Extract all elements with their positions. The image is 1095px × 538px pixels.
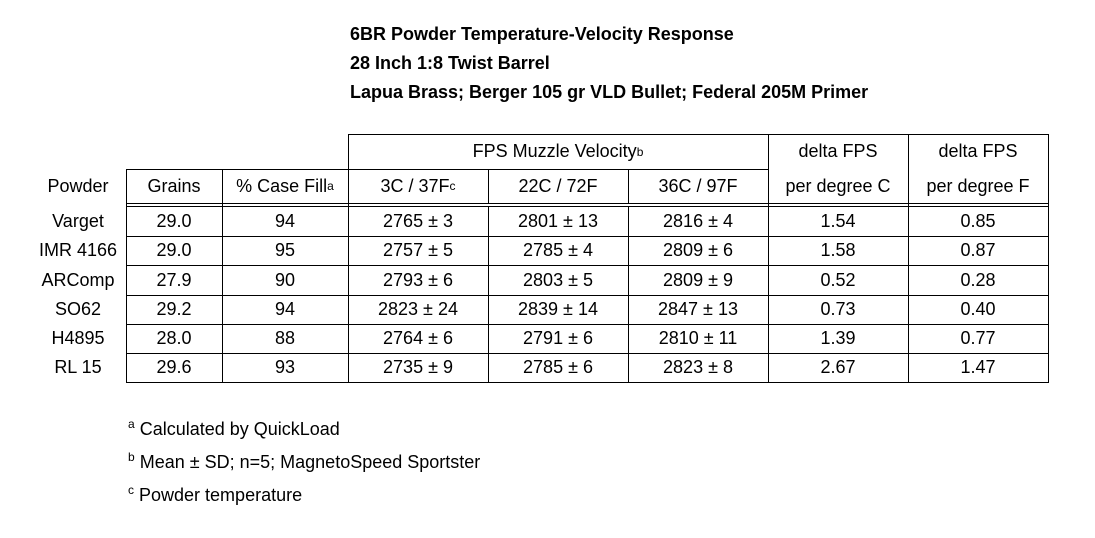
row-label: SO62 bbox=[54, 299, 102, 319]
grid-line bbox=[348, 169, 768, 170]
table-cell: 0.77 bbox=[960, 328, 996, 348]
row-label: RL 15 bbox=[54, 357, 102, 377]
header-22c: 22C / 72F bbox=[518, 175, 598, 196]
table-cell: 2764 ± 6 bbox=[383, 328, 453, 348]
title-line-3: Lapua Brass; Berger 105 gr VLD Bullet; Federal 205M Primer bbox=[350, 82, 869, 102]
footnote-a: $^a$ Calculated by QuickLoad bbox=[128, 417, 340, 439]
grid-line bbox=[628, 169, 629, 203]
header-36c: 36C / 97F bbox=[658, 175, 738, 196]
table-cell: 2785 ± 6 bbox=[523, 357, 593, 377]
grid-line bbox=[348, 134, 768, 135]
header-delta-f-top: delta FPS bbox=[938, 141, 1018, 161]
table-cell: 0.40 bbox=[960, 299, 996, 319]
table-cell: 0.52 bbox=[820, 269, 856, 290]
table-cell: 2735 ± 9 bbox=[383, 357, 453, 377]
table-cell: 28.0 bbox=[156, 328, 192, 348]
grid-line bbox=[126, 265, 1048, 266]
grid-line bbox=[348, 134, 349, 383]
table-cell: 0.73 bbox=[820, 299, 856, 319]
table-cell: 2809 ± 9 bbox=[663, 269, 733, 290]
grid-line bbox=[908, 134, 909, 383]
table-cell: 29.0 bbox=[156, 210, 192, 231]
table-cell: 1.54 bbox=[820, 210, 856, 231]
grid-line bbox=[628, 206, 629, 383]
table-cell: 2785 ± 4 bbox=[523, 240, 593, 260]
footnote-c: $^c$ Powder temperature bbox=[128, 483, 303, 505]
grid-line bbox=[1048, 134, 1049, 383]
grid-line bbox=[126, 169, 348, 170]
grid-line bbox=[768, 134, 769, 383]
row-label: ARComp bbox=[41, 269, 115, 290]
header-delta-c-bottom: per degree C bbox=[785, 175, 891, 196]
row-label: H4895 bbox=[51, 328, 105, 348]
table-cell: 1.39 bbox=[820, 328, 856, 348]
table-cell: 2847 ± 13 bbox=[658, 299, 738, 319]
grid-line bbox=[222, 169, 223, 383]
footnote-b: $^b$ Mean ± SD; n=5; MagnetoSpeed Sportster bbox=[128, 450, 481, 472]
grid-line bbox=[126, 324, 1048, 325]
table-cell: 94 bbox=[274, 299, 296, 319]
header-case-fill: % Case Fill a bbox=[236, 175, 334, 196]
header-3c: 3C / 37F c bbox=[380, 175, 456, 196]
table-cell: 0.28 bbox=[960, 269, 996, 290]
table-cell: 93 bbox=[274, 357, 296, 377]
table-cell: 94 bbox=[274, 210, 296, 231]
table-cell: 2.67 bbox=[820, 357, 856, 377]
header-fps-muzzle-velocity: FPS Muzzle Velocity b bbox=[472, 141, 644, 161]
table-cell: 29.6 bbox=[156, 357, 192, 377]
title-line-1: 6BR Powder Temperature-Velocity Response bbox=[350, 24, 734, 44]
title-line-2: 28 Inch 1:8 Twist Barrel bbox=[350, 53, 550, 73]
grid-line bbox=[126, 203, 1048, 204]
table-cell: 2765 ± 3 bbox=[383, 210, 453, 231]
table-cell: 1.47 bbox=[960, 357, 996, 377]
grid-line bbox=[126, 169, 127, 383]
grid-line bbox=[126, 382, 1048, 383]
table-cell: 2816 ± 4 bbox=[663, 210, 733, 231]
table-cell: 90 bbox=[274, 269, 296, 290]
row-label: Varget bbox=[52, 210, 104, 231]
table-cell: 2809 ± 6 bbox=[663, 240, 733, 260]
table-cell: 2801 ± 13 bbox=[518, 210, 598, 231]
table-cell: 1.58 bbox=[820, 240, 856, 260]
grid-line bbox=[488, 169, 489, 203]
table-cell: 2803 ± 5 bbox=[523, 269, 593, 290]
header-grains: Grains bbox=[147, 175, 201, 196]
table-cell: 0.87 bbox=[960, 240, 996, 260]
table-cell: 95 bbox=[274, 240, 296, 260]
grid-line bbox=[126, 353, 1048, 354]
table-cell: 2810 ± 11 bbox=[658, 328, 738, 348]
grid-line bbox=[488, 206, 489, 383]
table-cell: 2823 ± 8 bbox=[663, 357, 733, 377]
table-cell: 2823 ± 24 bbox=[378, 299, 458, 319]
header-powder: Powder bbox=[47, 175, 109, 196]
table-cell: 2839 ± 14 bbox=[518, 299, 598, 319]
table-cell: 2791 ± 6 bbox=[523, 328, 593, 348]
header-delta-c-top: delta FPS bbox=[798, 141, 878, 161]
table-cell: 2793 ± 6 bbox=[383, 269, 453, 290]
header-delta-f-bottom: per degree F bbox=[926, 175, 1030, 196]
table-cell: 88 bbox=[274, 328, 296, 348]
table-cell: 29.2 bbox=[156, 299, 192, 319]
grid-line bbox=[126, 206, 1048, 207]
row-label: IMR 4166 bbox=[38, 240, 118, 260]
table-cell: 27.9 bbox=[156, 269, 192, 290]
table-cell: 29.0 bbox=[156, 240, 192, 260]
table-cell: 2757 ± 5 bbox=[383, 240, 453, 260]
title-block bbox=[350, 20, 868, 107]
table-cell: 0.85 bbox=[960, 210, 996, 231]
grid-line bbox=[126, 295, 1048, 296]
grid-line bbox=[126, 236, 1048, 237]
